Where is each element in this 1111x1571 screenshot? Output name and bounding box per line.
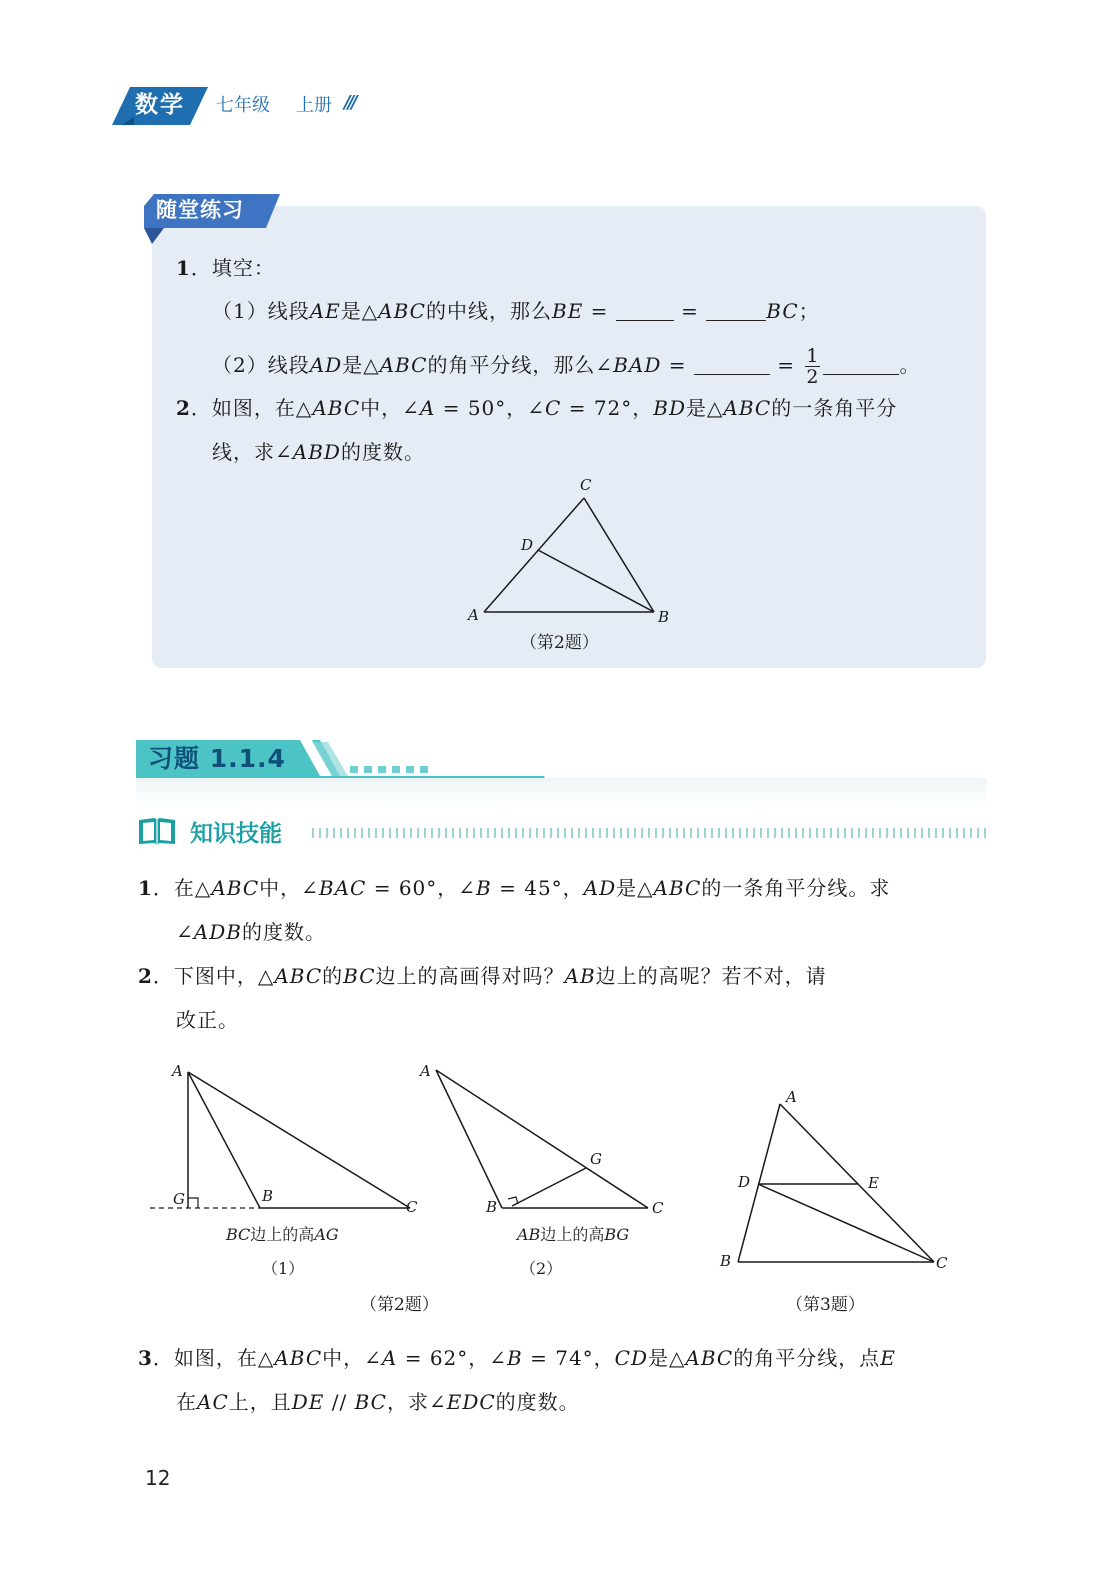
label-d: D <box>521 536 534 554</box>
math-tri: ABC <box>685 1346 734 1370</box>
fraction-numerator: 1 <box>806 345 820 367</box>
text: = <box>673 299 707 323</box>
figure-3-caption: （第3题） <box>786 1295 865 1315</box>
figure-2-1-triangle <box>146 1056 436 1222</box>
practice-question-2-cont <box>212 438 425 466</box>
text: （2）线段 <box>212 353 310 377</box>
label-c: C <box>936 1254 948 1272</box>
text: 的度数。 <box>340 440 425 464</box>
side-ab <box>188 1072 260 1208</box>
text: 中，∠ <box>322 1346 382 1370</box>
label-b: B <box>262 1187 274 1205</box>
label-b: B <box>720 1252 732 1270</box>
bisector-bd <box>538 550 654 612</box>
exercise-question-3-cont <box>176 1388 580 1416</box>
text: 的度数。 <box>241 920 326 944</box>
text: = 45°， <box>491 876 584 900</box>
text: ．如图，在△ <box>152 1346 275 1370</box>
text: 。 <box>899 353 921 377</box>
text: 的角平分线，点 <box>733 1346 881 1370</box>
text: 的度数。 <box>495 1390 580 1414</box>
right-angle-mark <box>188 1198 198 1208</box>
segment-bg <box>512 1168 586 1206</box>
side-ac <box>484 498 584 612</box>
text: 的一条角平分线。求 <box>701 876 891 900</box>
text: = 50°，∠ <box>435 396 546 420</box>
text: 的一条角平分 <box>771 396 898 420</box>
text: 线，求∠ <box>212 440 293 464</box>
text: ．下图中，△ <box>152 964 275 988</box>
text: = 72°， <box>561 396 654 420</box>
practice-question-1-part-1 <box>212 297 820 325</box>
math-a: A <box>419 396 436 420</box>
math-tri: ABC <box>312 396 361 420</box>
math-b: B <box>507 1346 523 1370</box>
math-a: A <box>381 1346 398 1370</box>
section-title-knowledge: 知识技能 <box>190 821 282 847</box>
text: 中，∠ <box>259 876 319 900</box>
math-e: E <box>880 1346 896 1370</box>
side-ac <box>436 1070 648 1208</box>
figure-2-1-note <box>226 1222 339 1245</box>
text: = <box>769 353 803 377</box>
text: 是△ <box>616 876 654 900</box>
exercise-question-2 <box>138 962 827 990</box>
exercise-banner-shade <box>136 778 986 806</box>
math-bc: BC <box>766 299 799 323</box>
figure-2-2-triangle <box>412 1056 682 1222</box>
label-g: G <box>590 1150 602 1168</box>
figure-2-caption: （第2题） <box>360 1295 439 1315</box>
math-seg: AE <box>309 299 341 323</box>
answer-blank[interactable] <box>694 355 770 375</box>
answer-blank[interactable] <box>616 301 674 321</box>
practice-question-1 <box>176 254 275 282</box>
math-abd: ABD <box>292 440 341 464</box>
text: 在 <box>176 1390 197 1414</box>
practice-tag-label: 随堂练习 <box>156 198 244 222</box>
text: 边上的高 <box>540 1225 605 1244</box>
fraction-one-half <box>805 346 820 387</box>
label-b: B <box>486 1198 498 1216</box>
book-subject-tag <box>112 87 208 125</box>
question-number: 2 <box>176 396 191 420</box>
grade-label: 七年级 <box>216 95 270 116</box>
math-cd: CD <box>614 1346 649 1370</box>
text: （1）线段 <box>212 299 310 323</box>
text: 改正。 <box>176 1008 239 1032</box>
figure-3-triangle <box>712 1082 962 1272</box>
figure-2-2-number: （2） <box>520 1259 563 1278</box>
label-b: B <box>658 608 670 626</box>
label-a: A <box>468 606 479 624</box>
math-ac: AC <box>197 1390 229 1414</box>
side-ac <box>780 1104 934 1262</box>
math-b: B <box>476 876 492 900</box>
math-edc: EDC <box>446 1390 496 1414</box>
math-be: BE <box>552 299 584 323</box>
question-number: 3 <box>138 1346 153 1370</box>
answer-blank[interactable] <box>706 301 766 321</box>
text: 上，且 <box>228 1390 292 1414</box>
question-number: 1 <box>176 256 191 280</box>
math-tri: ABC <box>653 876 702 900</box>
question-number: 1 <box>138 876 153 900</box>
text: 中，∠ <box>360 396 420 420</box>
text: 的 <box>322 964 344 988</box>
text: = 60°，∠ <box>366 876 477 900</box>
bisector-cd <box>758 1184 934 1262</box>
math-tri: ABC <box>378 299 426 323</box>
text: 的角平分线，那么∠ <box>427 353 614 377</box>
section-divider <box>312 828 988 838</box>
book-icon <box>137 816 177 848</box>
practice-figure-caption: （第2题） <box>520 633 599 653</box>
math-bc: BC <box>343 964 376 988</box>
math-ag: AG <box>314 1225 339 1244</box>
practice-triangle-figure <box>460 472 680 632</box>
text: 边上的高呢？若不对，请 <box>595 964 827 988</box>
fraction-denominator: 2 <box>806 366 820 388</box>
figure-2-2-note <box>517 1222 629 1245</box>
label-c: C <box>580 476 592 494</box>
math-bg: BG <box>604 1225 630 1244</box>
math-ab: AB <box>564 964 596 988</box>
text: ．如图，在△ <box>190 396 313 420</box>
math-bc: BC <box>226 1225 251 1244</box>
text: ； <box>798 299 820 323</box>
practice-question-1-part-2 <box>212 346 920 387</box>
side-ac <box>188 1072 410 1208</box>
text: ，求∠ <box>386 1390 447 1414</box>
text: 边上的高 <box>250 1225 315 1244</box>
label-c: C <box>652 1199 664 1217</box>
math-ab: AB <box>517 1225 541 1244</box>
exercise-question-2-cont <box>176 1006 239 1034</box>
side-cb <box>584 498 654 612</box>
math-tri: ABC <box>274 1346 323 1370</box>
text: ∠ <box>176 920 194 944</box>
text: // <box>324 1390 355 1414</box>
text: = 74°， <box>522 1346 615 1370</box>
math-tri: ABC <box>274 964 323 988</box>
text: 是△ <box>340 299 379 323</box>
exercise-question-3 <box>138 1344 896 1372</box>
label-g: G <box>173 1190 185 1208</box>
label-d: D <box>738 1173 751 1191</box>
math-de: DE <box>291 1390 325 1414</box>
label-a: A <box>786 1088 797 1106</box>
question-number: 2 <box>138 964 153 988</box>
text: 是△ <box>342 353 380 377</box>
label-c: C <box>406 1198 418 1216</box>
question-text: ．填空： <box>190 256 275 280</box>
exercise-question-1 <box>138 874 890 902</box>
math-c: C <box>545 396 562 420</box>
exercise-title: 习题 1.1.4 <box>148 744 286 773</box>
label-a: A <box>172 1062 183 1080</box>
math-tri: ABC <box>211 876 260 900</box>
text: = 62°，∠ <box>397 1346 508 1370</box>
math-bd: BD <box>653 396 687 420</box>
text: = <box>661 353 694 377</box>
text: 是△ <box>686 396 724 420</box>
math-ad: AD <box>583 876 617 900</box>
volume-label: 上册 <box>296 95 332 116</box>
math-bad: BAD <box>613 353 662 377</box>
text: ．在△ <box>152 876 212 900</box>
exercise-question-1-cont <box>176 918 326 946</box>
math-adb: ADB <box>193 920 242 944</box>
label-e: E <box>868 1174 879 1192</box>
math-bc: BC <box>354 1390 387 1414</box>
text: = <box>583 299 616 323</box>
practice-question-2 <box>176 394 897 422</box>
math-seg: AD <box>309 353 343 377</box>
header-decoration: /// <box>344 92 355 113</box>
page-number: 12 <box>145 1466 171 1490</box>
subject-label: 数学 <box>135 92 185 118</box>
text: 是△ <box>648 1346 686 1370</box>
text: 边上的高画得对吗？ <box>375 964 565 988</box>
text: 的中线，那么 <box>426 299 552 323</box>
math-tri: ABC <box>723 396 772 420</box>
figure-2-1-number: （1） <box>262 1259 305 1278</box>
math-tri: ABC <box>379 353 428 377</box>
label-a: A <box>420 1062 431 1080</box>
math-bac: BAC <box>318 876 367 900</box>
answer-blank[interactable] <box>823 355 899 375</box>
